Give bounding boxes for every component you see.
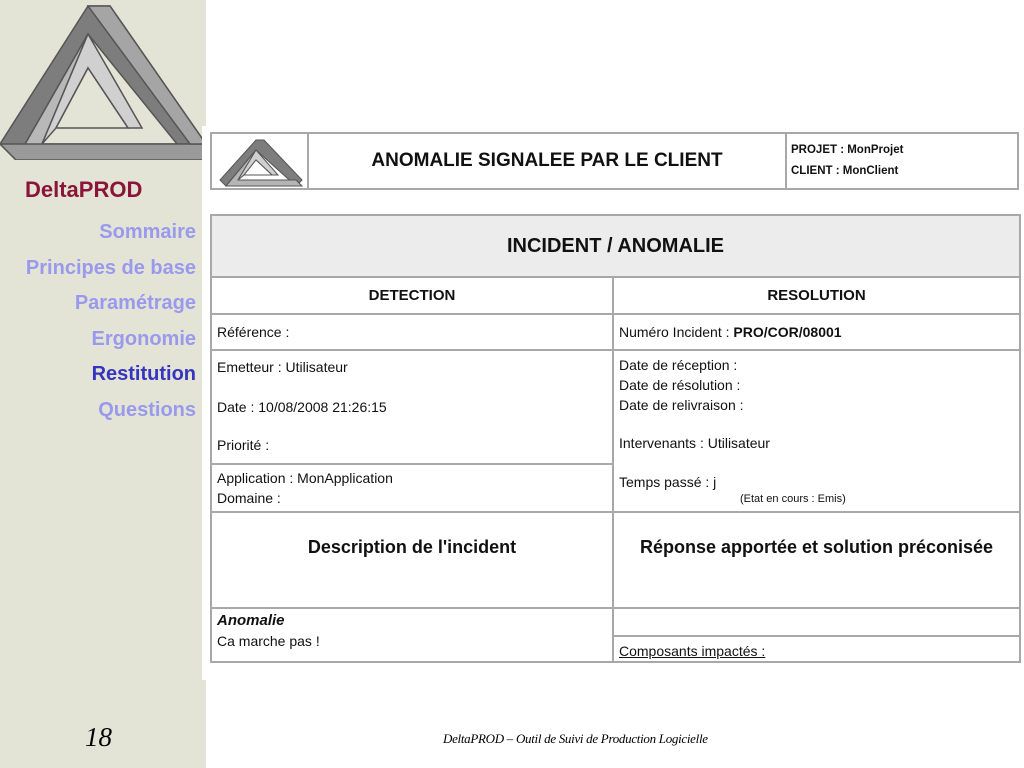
anomaly-label: Anomalie — [217, 612, 285, 629]
application-field: Application : MonApplication — [217, 470, 393, 486]
report-header — [210, 132, 1019, 190]
resolution-header: RESOLUTION — [613, 277, 1020, 314]
date-field: Date : 10/08/2008 21:26:15 — [217, 399, 387, 415]
page-number: 18 — [85, 722, 112, 752]
nav-item-ergonomie[interactable]: Ergonomie — [91, 327, 196, 350]
anomaly-block — [211, 608, 613, 662]
intervenants-field: Intervenants : Utilisateur — [619, 435, 770, 451]
status-note: (Etat en cours : Emis) — [740, 493, 846, 505]
response-heading: Réponse apportée et solution préconisée — [613, 512, 1020, 608]
nav-item-sommaire[interactable]: Sommaire — [99, 221, 196, 243]
reference-field: Référence : — [211, 314, 613, 350]
client-label: CLIENT : MonClient — [791, 165, 899, 177]
impacted-components-label: Composants impactés : — [619, 643, 766, 659]
incident-table — [210, 214, 1021, 663]
domain-field: Domaine : — [217, 490, 281, 506]
reception-date-field: Date de réception : — [619, 357, 738, 373]
project-label: PROJET : MonProjet — [791, 144, 904, 156]
resolution-date-field: Date de résolution : — [619, 377, 741, 393]
response-content — [613, 608, 1020, 636]
report-title: ANOMALIE SIGNALEE PAR LE CLIENT — [309, 134, 787, 188]
incident-number-value: PRO/COR/08001 — [733, 324, 842, 340]
detection-header: DETECTION — [211, 277, 613, 314]
time-spent-field: Temps passé : j — [619, 474, 717, 490]
nav-item-principes-de-base[interactable]: Principes de base — [25, 256, 196, 279]
application-block — [211, 464, 613, 512]
description-heading: Description de l'incident — [211, 512, 613, 608]
footer-caption: DeltaPROD – Outil de Suivi de Production Logicielle — [443, 731, 708, 746]
header-logo — [212, 134, 309, 188]
nav-item-parametrage[interactable]: Paramétrage — [74, 292, 196, 314]
incident-table-title: INCIDENT / ANOMALIE — [211, 215, 1020, 277]
anomaly-text: Ca marche pas ! — [217, 633, 320, 649]
penrose-triangle-icon — [212, 134, 309, 188]
emitter-block — [211, 350, 613, 464]
incident-number-label: Numéro Incident : — [619, 324, 730, 340]
brand-title: DeltaPROD — [25, 177, 143, 202]
penrose-triangle-logo-icon — [0, 4, 206, 160]
sidebar — [0, 0, 206, 768]
redelivery-date-field: Date de relivraison : — [619, 397, 744, 413]
report-meta — [787, 134, 1017, 188]
resolution-dates-block — [613, 350, 1020, 512]
impacted-components-cell — [613, 636, 1020, 662]
sidebar-nav — [26, 215, 196, 428]
nav-item-questions[interactable]: Questions — [98, 398, 196, 421]
nav-item-restitution[interactable]: Restitution — [91, 363, 196, 385]
priority-field: Priorité : — [217, 437, 270, 453]
anomaly-report-document — [202, 126, 1024, 680]
incident-number-field — [613, 314, 1020, 350]
emitter-field: Emetteur : Utilisateur — [217, 359, 348, 375]
